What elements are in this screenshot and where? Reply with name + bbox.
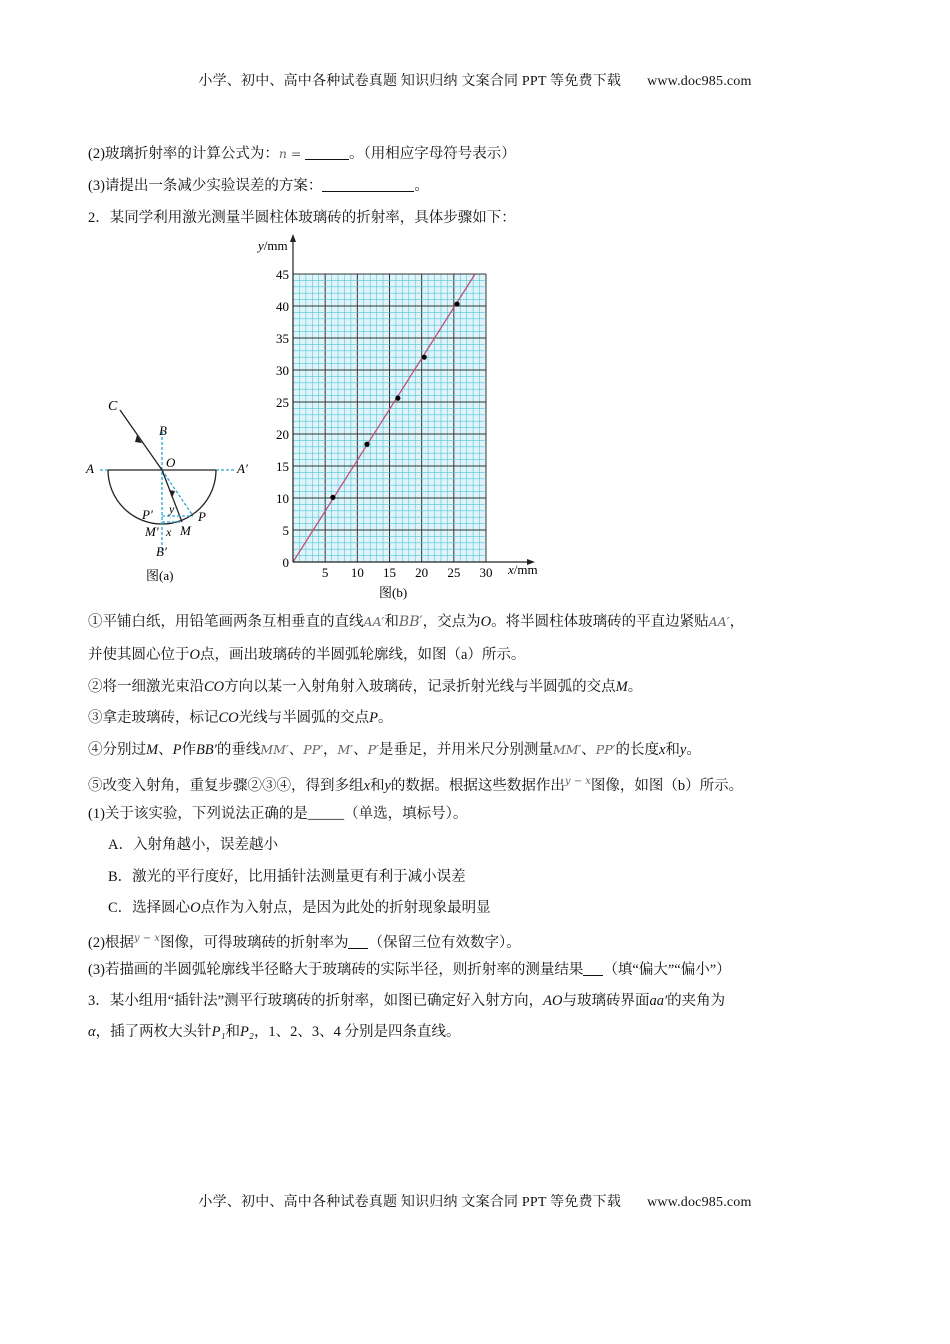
var-BB: BB′ xyxy=(195,742,217,758)
y-tick-label: 35 xyxy=(276,331,289,346)
answer-blank[interactable] xyxy=(305,145,349,160)
text: 、 xyxy=(581,742,596,758)
text: ， xyxy=(322,742,338,758)
y-tick-label: 0 xyxy=(282,555,289,570)
x-tick-label: 10 xyxy=(350,565,364,580)
var-M: M xyxy=(615,679,628,695)
var-P: P xyxy=(369,710,379,726)
text: (2)根据 xyxy=(88,934,134,951)
math-MM: MM′ xyxy=(552,742,582,757)
option-c[interactable] xyxy=(108,898,491,918)
var-O: O xyxy=(189,647,200,663)
label-A-prime: A′ xyxy=(237,461,248,476)
text: 、 xyxy=(288,742,304,758)
text: 。 xyxy=(627,679,643,695)
q1-sub3-text: (3)请提出一条减少实验误差的方案： xyxy=(88,178,323,194)
step-3 xyxy=(88,708,393,728)
label-B-prime: B′ xyxy=(156,544,167,559)
text: （填“偏大”“偏小”） xyxy=(603,962,731,978)
var-x: x xyxy=(658,742,666,758)
text: 的数据。根据这些数据作出 xyxy=(390,777,565,794)
math-P-prime: P′ xyxy=(367,742,379,757)
q1-sub2 xyxy=(88,144,516,164)
q1-sub2-text: (2)玻璃折射率的计算公式为： xyxy=(88,146,279,162)
data-point xyxy=(454,301,459,306)
figure-b-y-x-chart xyxy=(250,230,550,605)
label-P: P xyxy=(198,509,206,524)
figure-a-caption: 图(a) xyxy=(146,568,174,583)
var-M: M xyxy=(146,742,159,758)
var-O: O xyxy=(480,614,492,630)
label-y: y xyxy=(169,502,175,516)
text: 图像，如图（b）所示。 xyxy=(590,777,744,794)
text: ，插了两枚大头针 xyxy=(95,1024,212,1040)
math-y-x: y − x xyxy=(133,933,160,944)
x-tick-label: 15 xyxy=(383,565,396,580)
q1-sub3 xyxy=(88,176,429,196)
var-P2: P₂ xyxy=(240,1024,254,1040)
q3-line-1 xyxy=(88,991,725,1011)
text: ， xyxy=(729,614,745,630)
text: (3)若描画的半圆弧轮廓线半径略大于玻璃砖的实际半径，则折射率的测量结果 xyxy=(88,962,584,978)
text: ，交点为 xyxy=(422,614,481,630)
y-tick-label: 15 xyxy=(276,459,289,474)
x-tick-label: 25 xyxy=(447,565,461,580)
var-CO: CO xyxy=(204,679,225,695)
text: 。将半圆柱体玻璃砖的平直边紧贴 xyxy=(491,614,709,630)
text: 和 xyxy=(384,614,399,630)
text: ，1、2、3、4 分别是四条直线。 xyxy=(253,1024,461,1040)
sub-question-1: (1)关于该实验，下列说法正确的是_____（单选，填标号）。 xyxy=(88,806,468,822)
text: 的垂线 xyxy=(216,742,261,758)
figure-b-caption: 图(b) xyxy=(379,585,408,600)
label-P-prime: P′ xyxy=(142,507,153,522)
var-AO: AO xyxy=(543,993,563,1009)
text: 和 xyxy=(369,777,385,794)
data-point xyxy=(330,495,335,500)
label-M-prime: M′ xyxy=(145,524,159,539)
x-tick-label: 20 xyxy=(415,565,429,580)
var-CO: CO xyxy=(218,710,239,726)
math-PP: PP′ xyxy=(595,742,616,757)
data-point xyxy=(364,442,369,447)
text: 的长度 xyxy=(615,742,659,758)
answer-blank[interactable] xyxy=(348,934,368,949)
var-y: y xyxy=(679,742,687,758)
text: 。 xyxy=(378,710,393,726)
text: 、 xyxy=(158,742,173,758)
text: 作 xyxy=(181,742,196,758)
text: 和 xyxy=(225,1024,241,1040)
header-url[interactable]: www.doc985.com xyxy=(647,74,752,89)
y-axis-arrow-icon xyxy=(290,234,296,242)
y-tick-label: 30 xyxy=(276,363,289,378)
q1-sub2-hint: 。（用相应字母符号表示） xyxy=(349,146,516,162)
math-AA: AA′ xyxy=(363,614,385,629)
var-O: O xyxy=(190,900,201,916)
text: 方向以某一入射角射入玻璃砖，记录折射光线与半圆弧的交点 xyxy=(224,679,616,695)
var-P: P xyxy=(172,742,182,758)
math-y-x: y − x xyxy=(564,776,591,787)
text: 点，画出玻璃砖的半圆弧轮廓线，如图（a）所示。 xyxy=(199,647,526,663)
var-alpha: α xyxy=(88,1024,96,1040)
var-x: x xyxy=(363,777,370,794)
option-a[interactable]: A．入射角越小，误差越小 xyxy=(108,837,278,853)
step-1 xyxy=(88,612,744,632)
text: 是垂足，并用米尺分别测量 xyxy=(378,742,553,758)
text: 并使其圆心位于 xyxy=(88,647,190,663)
header-text: 小学、初中、高中各种试卷真题 知识归纳 文案合同 PPT 等免费下载 xyxy=(198,74,622,89)
y-tick-label: 40 xyxy=(276,299,289,314)
var-y: y xyxy=(384,777,391,794)
math-M-prime: M′ xyxy=(337,742,354,757)
answer-blank[interactable] xyxy=(322,177,414,192)
sub-question-2 xyxy=(88,929,521,953)
footer-url[interactable]: www.doc985.com xyxy=(647,1195,752,1210)
step-4 xyxy=(88,740,701,760)
text: ④分别过 xyxy=(88,742,146,758)
y-tick-label: 10 xyxy=(276,491,289,506)
math-BB: BB′ xyxy=(398,614,423,630)
page-header xyxy=(0,70,950,90)
data-point xyxy=(422,355,427,360)
step-1-cont xyxy=(88,645,525,665)
label-B: B xyxy=(159,423,167,438)
text: ⑤改变入射角，重复步骤②③④，得到多组 xyxy=(88,777,364,794)
y-axis-label: y/mm xyxy=(258,238,288,253)
text: 光线与半圆弧的交点 xyxy=(238,710,370,726)
text: 3．某小组用“插针法”测平行玻璃砖的折射率，如图已确定好入射方向， xyxy=(88,993,544,1009)
label-x: x xyxy=(166,525,172,539)
label-O: O xyxy=(166,455,176,470)
math-MM: MM′ xyxy=(260,742,289,757)
label-A: A xyxy=(86,461,94,476)
x-tick-label: 5 xyxy=(321,565,329,580)
var-aa: aa′ xyxy=(649,993,668,1009)
text: 图像，可得玻璃砖的折射率为 xyxy=(159,934,349,951)
n-formula: n = xyxy=(278,146,302,161)
text: 的夹角为 xyxy=(667,993,726,1009)
text: 、 xyxy=(353,742,368,758)
text: 。 xyxy=(686,742,701,758)
q2-intro: 2．某同学利用激光测量半圆柱体玻璃砖的折射率，具体步骤如下： xyxy=(88,210,516,226)
math-PP: PP′ xyxy=(303,742,323,757)
q3-line-2 xyxy=(88,1022,461,1042)
text: 与玻璃砖界面 xyxy=(562,993,650,1009)
text: ①平铺白纸，用铅笔画两条互相垂直的直线 xyxy=(88,614,364,630)
text: 和 xyxy=(665,742,680,758)
x-axis-label: x/mm xyxy=(508,562,538,577)
y-tick-label: 45 xyxy=(276,267,289,282)
text: C．选择圆心 xyxy=(108,900,191,916)
sub-question-3 xyxy=(88,960,731,980)
text: ③拿走玻璃砖，标记 xyxy=(88,710,219,726)
math-AA: AA′ xyxy=(708,614,730,629)
page-footer xyxy=(0,1191,950,1211)
option-b[interactable]: B．激光的平行度好，比用插针法测量更有利于减小误差 xyxy=(108,869,466,885)
text: ②将一细激光束沿 xyxy=(88,679,204,695)
data-point xyxy=(395,396,400,401)
y-tick-label: 20 xyxy=(276,427,289,442)
period: 。 xyxy=(414,178,429,194)
text: 点作为入射点，是因为此处的折射现象最明显 xyxy=(200,900,491,916)
label-C: C xyxy=(108,399,118,414)
x-tick-label: 30 xyxy=(479,565,493,580)
text: （保留三位有效数字）。 xyxy=(368,934,521,951)
answer-blank[interactable] xyxy=(583,961,603,976)
label-M: M xyxy=(180,523,191,538)
y-tick-label: 5 xyxy=(282,523,289,538)
step-2 xyxy=(88,677,642,697)
step-5 xyxy=(88,772,743,796)
y-tick-label: 25 xyxy=(276,395,289,410)
footer-text: 小学、初中、高中各种试卷真题 知识归纳 文案合同 PPT 等免费下载 xyxy=(198,1195,622,1210)
var-P1: P₁ xyxy=(211,1024,226,1040)
